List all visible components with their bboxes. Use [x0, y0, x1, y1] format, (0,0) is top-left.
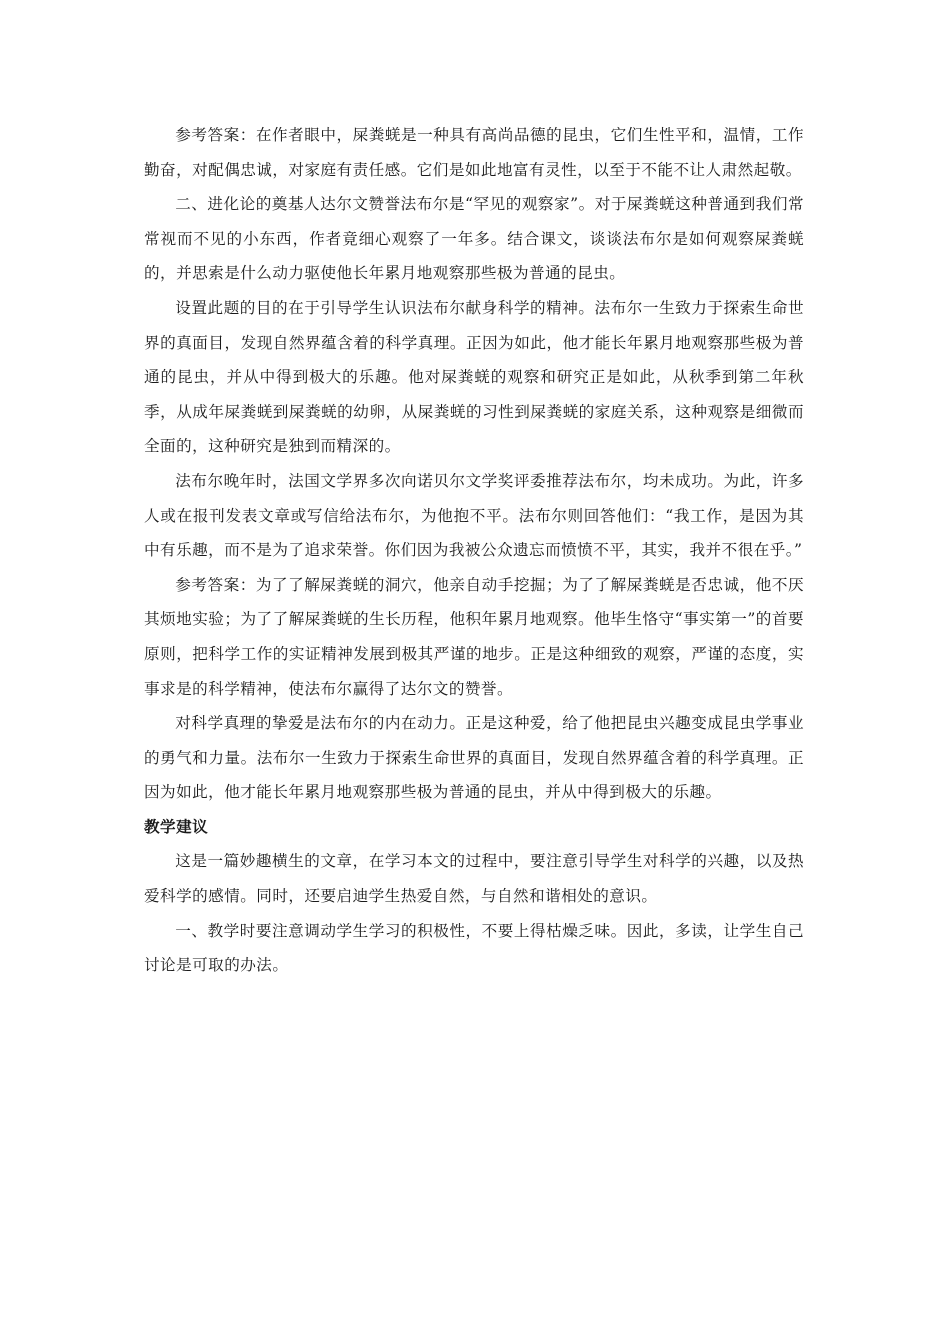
teaching-paragraph-2: 一、教学时要注意调动学生学习的积极性，不要上得枯燥乏味。因此，多读，让学生自己讨论是可取的办法。	[144, 921, 804, 975]
background-paragraph: 法布尔晚年时，法国文学界多次向诺贝尔文学奖评委推荐法布尔，均未成功。为此，许多人或在报刊发表文章或写信给法布尔，为他抱不平。法布尔则回答他们：“我工作，是因为其中有乐趣，而不是为了追求荣誉。你们因为我被公众遗忘而愤愤不平，其实，我并不很在乎。”	[144, 471, 804, 560]
answer-paragraph-2: 参考答案：为了了解屎粪蜣的洞穴，他亲自动手挖掘；为了了解屎粪蜣是否忠诚，他不厌其烦地实验；为了了解屎粪蜣的生长历程，他积年累月地观察。他毕生恪守“事实第一”的首要原则，把科学工作的实证精神发展到极其严谨的地步。正是这种细致的观察，严谨的态度，实事求是的科学精神，使法布尔赢得了达尔文的赞誉。	[144, 575, 804, 698]
section-heading: 教学建议	[144, 817, 209, 836]
explanation-paragraph: 设置此题的目的在于引导学生认识法布尔献身科学的精神。法布尔一生致力于探索生命世界的真面目，发现自然界蕴含着的科学真理。正因为如此，他才能长年累月地观察那些极为普通的昆虫，并从中得到极大的乐趣。他对屎粪蜣的观察和研究正是如此，从秋季到第二年秋季，从成年屎粪蜣到屎粪蜣的幼卵，从屎粪蜣的习性到屎粪蜣的家庭关系，这种观察是细微而全面的，这种研究是独到而精深的。	[144, 298, 804, 456]
motivation-paragraph: 对科学真理的挚爱是法布尔的内在动力。正是这种爱，给了他把昆虫兴趣变成昆虫学事业的勇气和力量。法布尔一生致力于探索生命世界的真面目，发现自然界蕴含着的科学真理。正因为如此，他才能长年累月地观察那些极为普通的昆虫，并从中得到极大的乐趣。	[144, 714, 804, 802]
document-page	[144, 118, 804, 983]
question-paragraph-2: 二、进化论的奠基人达尔文赞誉法布尔是“罕见的观察家”。对于屎粪蜣这种普通到我们常常视而不见的小东西，作者竟细心观察了一年多。结合课文，谈谈法布尔是如何观察屎粪蜣的，并思索是什么动力驱使他长年累月地观察那些极为普通的昆虫。	[144, 195, 804, 283]
answer-paragraph-1: 参考答案：在作者眼中，屎粪蜣是一种具有高尚品德的昆虫，它们生性平和，温情，工作勤奋，对配偶忠诚，对家庭有责任感。它们是如此地富有灵性，以至于不能不让人肃然起敬。	[144, 126, 804, 179]
teaching-paragraph-1: 这是一篇妙趣横生的文章，在学习本文的过程中，要注意引导学生对科学的兴趣，以及热爱科学的感情。同时，还要启迪学生热爱自然，与自然和谐相处的意识。	[144, 852, 804, 906]
